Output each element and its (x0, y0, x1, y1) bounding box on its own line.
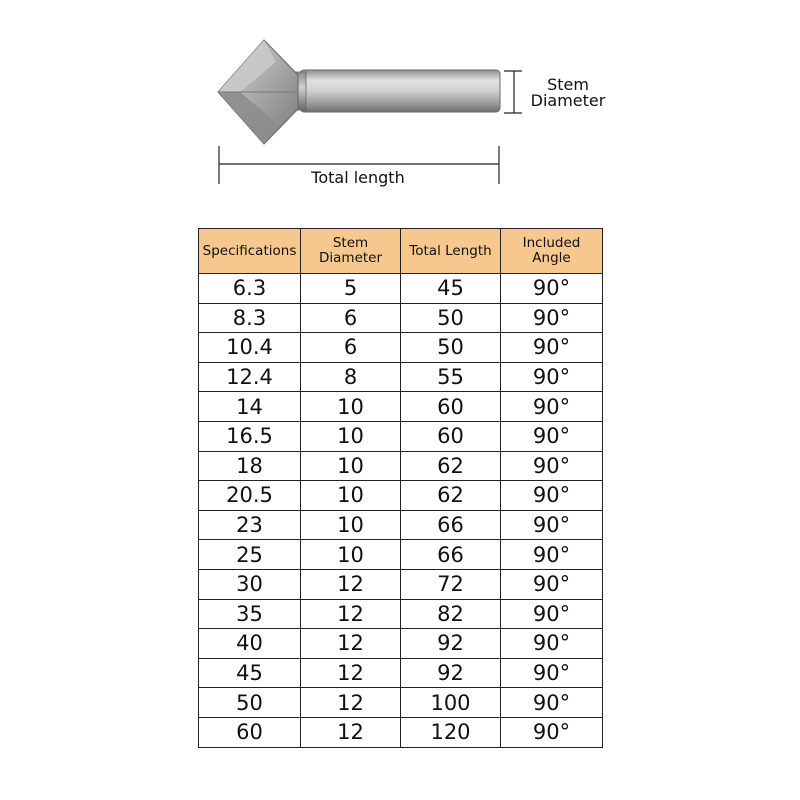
cell-included-angle: 90° (501, 274, 603, 304)
table-row (199, 658, 603, 688)
cell-stem-diameter: 6 (301, 333, 401, 363)
cell-stem-diameter: 10 (301, 510, 401, 540)
cell-specification: 12.4 (199, 362, 301, 392)
cell-stem-diameter: 12 (301, 599, 401, 629)
table-row (199, 333, 603, 363)
cell-specification: 40 (199, 629, 301, 659)
header-included-angle: Included Angle (501, 229, 603, 274)
stem-diameter-label (528, 77, 608, 109)
table-row (199, 451, 603, 481)
cell-total-length: 120 (401, 717, 501, 747)
cell-included-angle: 90° (501, 658, 603, 688)
cell-total-length: 60 (401, 421, 501, 451)
cell-stem-diameter: 10 (301, 481, 401, 511)
cell-total-length: 55 (401, 362, 501, 392)
table-header-row (199, 229, 603, 274)
cell-included-angle: 90° (501, 510, 603, 540)
cell-total-length: 50 (401, 303, 501, 333)
table-row (199, 629, 603, 659)
cell-total-length: 66 (401, 510, 501, 540)
cell-specification: 25 (199, 540, 301, 570)
cell-specification: 18 (199, 451, 301, 481)
bit-shank (300, 70, 500, 112)
cell-included-angle: 90° (501, 362, 603, 392)
cell-included-angle: 90° (501, 717, 603, 747)
cell-included-angle: 90° (501, 421, 603, 451)
cell-stem-diameter: 5 (301, 274, 401, 304)
cell-included-angle: 90° (501, 333, 603, 363)
cell-specification: 30 (199, 569, 301, 599)
cell-specification: 14 (199, 392, 301, 422)
cell-specification: 60 (199, 717, 301, 747)
cell-included-angle: 90° (501, 303, 603, 333)
header-stem-diameter: Stem Diameter (301, 229, 401, 274)
cell-stem-diameter: 10 (301, 392, 401, 422)
table-row (199, 274, 603, 304)
cell-stem-diameter: 12 (301, 717, 401, 747)
stem-diameter-dimension (504, 71, 522, 113)
total-length-label: Total length (311, 168, 405, 187)
cell-specification: 23 (199, 510, 301, 540)
cell-stem-diameter: 6 (301, 303, 401, 333)
cell-total-length: 92 (401, 629, 501, 659)
cell-stem-diameter: 12 (301, 658, 401, 688)
cell-included-angle: 90° (501, 481, 603, 511)
cell-included-angle: 90° (501, 599, 603, 629)
cell-total-length: 92 (401, 658, 501, 688)
cell-total-length: 60 (401, 392, 501, 422)
cell-included-angle: 90° (501, 451, 603, 481)
cell-specification: 50 (199, 688, 301, 718)
header-total-length: Total Length (401, 229, 501, 274)
table-row (199, 392, 603, 422)
table-row (199, 717, 603, 747)
cell-total-length: 82 (401, 599, 501, 629)
cell-stem-diameter: 8 (301, 362, 401, 392)
cell-specification: 10.4 (199, 333, 301, 363)
cell-total-length: 62 (401, 481, 501, 511)
cell-stem-diameter: 10 (301, 421, 401, 451)
table-row (199, 540, 603, 570)
cell-total-length: 66 (401, 540, 501, 570)
cell-total-length: 50 (401, 333, 501, 363)
cell-specification: 20.5 (199, 481, 301, 511)
cell-total-length: 100 (401, 688, 501, 718)
countersink-bit (218, 40, 500, 144)
cell-specification: 16.5 (199, 421, 301, 451)
cell-included-angle: 90° (501, 629, 603, 659)
table-row (199, 481, 603, 511)
table-row (199, 599, 603, 629)
table-row (199, 510, 603, 540)
cell-specification: 6.3 (199, 274, 301, 304)
specification-table (198, 228, 603, 748)
cell-stem-diameter: 10 (301, 451, 401, 481)
table-row (199, 569, 603, 599)
cell-total-length: 62 (401, 451, 501, 481)
cell-included-angle: 90° (501, 688, 603, 718)
cell-specification: 35 (199, 599, 301, 629)
table-body (199, 274, 603, 748)
cell-stem-diameter: 12 (301, 629, 401, 659)
table-row (199, 688, 603, 718)
cell-specification: 8.3 (199, 303, 301, 333)
table-row (199, 303, 603, 333)
stem-label-line-1: Stem (547, 75, 589, 94)
cell-stem-diameter: 10 (301, 540, 401, 570)
table-row (199, 362, 603, 392)
cell-included-angle: 90° (501, 392, 603, 422)
cell-stem-diameter: 12 (301, 569, 401, 599)
table-row (199, 421, 603, 451)
cell-total-length: 45 (401, 274, 501, 304)
cell-specification: 45 (199, 658, 301, 688)
cell-included-angle: 90° (501, 569, 603, 599)
cell-stem-diameter: 12 (301, 688, 401, 718)
cell-total-length: 72 (401, 569, 501, 599)
stem-label-line-2: Diameter (530, 91, 606, 110)
header-specifications: Specifications (199, 229, 301, 274)
cell-included-angle: 90° (501, 540, 603, 570)
